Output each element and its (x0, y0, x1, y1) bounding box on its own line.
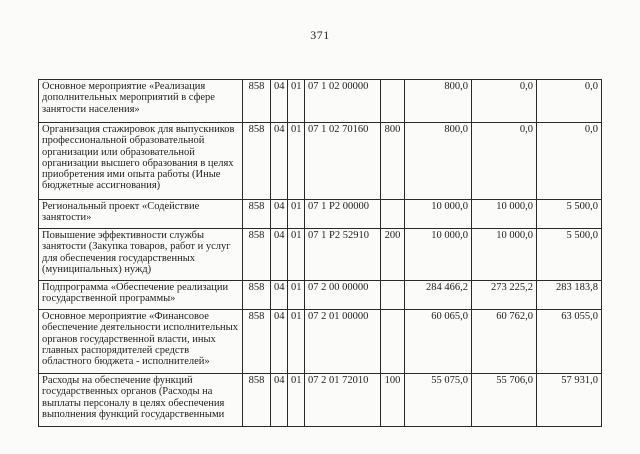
amount-year-1: 284 466,2 (405, 281, 472, 310)
expense-name: Региональный проект «Содействие занятости» (39, 200, 243, 229)
section-code: 04 (271, 229, 288, 281)
subsection-code: 01 (288, 374, 305, 427)
amount-year-2: 60 762,0 (472, 310, 537, 374)
subsection-code: 01 (288, 310, 305, 374)
table-row (39, 310, 602, 374)
section-code: 04 (271, 374, 288, 427)
expense-name: Повышение эффективности службы занятости (Закупка товаров, работ и услуг для обеспечения государственных (муниципальных) нужд) (39, 229, 243, 281)
section-code: 04 (271, 200, 288, 229)
amount-year-3: 283 183,8 (537, 281, 602, 310)
amount-year-2: 0,0 (472, 123, 537, 200)
table-row (39, 80, 602, 123)
expense-name: Подпрограмма «Обеспечение реализации государственной программы» (39, 281, 243, 310)
table-row (39, 200, 602, 229)
subsection-code: 01 (288, 281, 305, 310)
expense-name: Расходы на обеспечение функций государственных органов (Расходы на выплаты персоналу в целях обеспечения выполнения функций государственными (39, 374, 243, 427)
amount-year-1: 800,0 (405, 123, 472, 200)
target-article-code: 07 1 Р2 52910 (305, 229, 381, 281)
subsection-code: 01 (288, 123, 305, 200)
expense-type-code: 100 (381, 374, 405, 427)
amount-year-1: 10 000,0 (405, 229, 472, 281)
amount-year-3: 57 931,0 (537, 374, 602, 427)
grbs-code: 858 (243, 80, 271, 123)
amount-year-2: 0,0 (472, 80, 537, 123)
expense-name: Основное мероприятие «Реализация дополнительных мероприятий в сфере занятости населения» (39, 80, 243, 123)
amount-year-2: 10 000,0 (472, 200, 537, 229)
amount-year-1: 60 065,0 (405, 310, 472, 374)
section-code: 04 (271, 80, 288, 123)
expense-name: Организация стажировок для выпускников профессиональной образовательной организации или образовательной организации высшего образования в целях приобретения ими опыта работы (Иные бюджетные ассигнования) (39, 123, 243, 200)
amount-year-1: 800,0 (405, 80, 472, 123)
subsection-code: 01 (288, 229, 305, 281)
section-code: 04 (271, 123, 288, 200)
expense-type-code (381, 310, 405, 374)
budget-table (38, 79, 602, 427)
expense-type-code (381, 281, 405, 310)
table-row (39, 281, 602, 310)
grbs-code: 858 (243, 374, 271, 427)
amount-year-3: 0,0 (537, 123, 602, 200)
subsection-code: 01 (288, 80, 305, 123)
amount-year-2: 273 225,2 (472, 281, 537, 310)
expense-type-code (381, 200, 405, 229)
target-article-code: 07 1 Р2 00000 (305, 200, 381, 229)
amount-year-3: 0,0 (537, 80, 602, 123)
subsection-code: 01 (288, 200, 305, 229)
grbs-code: 858 (243, 281, 271, 310)
expense-type-code (381, 80, 405, 123)
expense-type-code: 200 (381, 229, 405, 281)
amount-year-1: 55 075,0 (405, 374, 472, 427)
target-article-code: 07 1 02 00000 (305, 80, 381, 123)
expense-name: Основное мероприятие «Финансовое обеспечение деятельности исполнительных органов государственной власти, иных главных распорядителей средств областного бюджета - исполнителей» (39, 310, 243, 374)
grbs-code: 858 (243, 310, 271, 374)
amount-year-3: 63 055,0 (537, 310, 602, 374)
target-article-code: 07 2 01 72010 (305, 374, 381, 427)
amount-year-3: 5 500,0 (537, 229, 602, 281)
amount-year-3: 5 500,0 (537, 200, 602, 229)
expense-type-code: 800 (381, 123, 405, 200)
table-row (39, 229, 602, 281)
amount-year-2: 10 000,0 (472, 229, 537, 281)
target-article-code: 07 2 01 00000 (305, 310, 381, 374)
amount-year-2: 55 706,0 (472, 374, 537, 427)
section-code: 04 (271, 281, 288, 310)
grbs-code: 858 (243, 229, 271, 281)
page-number: 371 (310, 28, 330, 42)
amount-year-1: 10 000,0 (405, 200, 472, 229)
grbs-code: 858 (243, 200, 271, 229)
table-row (39, 123, 602, 200)
grbs-code: 858 (243, 123, 271, 200)
target-article-code: 07 2 00 00000 (305, 281, 381, 310)
section-code: 04 (271, 310, 288, 374)
table-row (39, 374, 602, 427)
target-article-code: 07 1 02 70160 (305, 123, 381, 200)
